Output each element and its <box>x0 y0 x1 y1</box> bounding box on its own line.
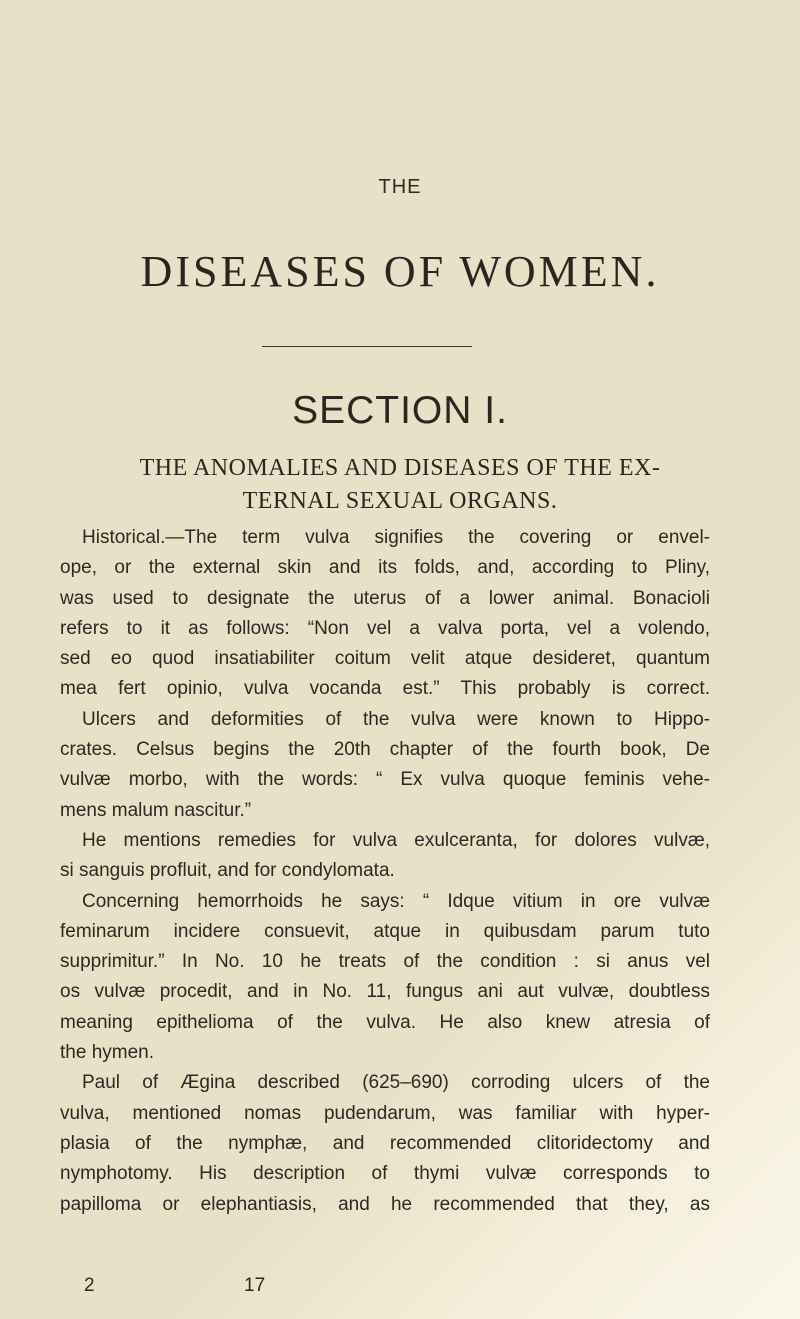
body-line: os vulvæ procedit, and in No. 11, fungus ani aut vulvæ, doubtless <box>60 981 710 1003</box>
body-line: refers to it as follows: “Non vel a valva porta, vel a volendo, <box>60 617 710 639</box>
body-line: vulvæ morbo, with the words: “ Ex vulva quoque feminis vehe- <box>60 769 710 791</box>
body-line: Ulcers and deformities of the vulva were known to Hippo- <box>82 708 710 730</box>
body-line: vulva, mentioned nomas pudendarum, was familiar with hyper- <box>60 1102 710 1124</box>
title-divider <box>262 346 472 347</box>
body-line: Concerning hemorrhoids he says: “ Idque vitium in ore vulvæ <box>82 890 710 912</box>
body-line: ope, or the external skin and its folds, and, according to Pliny, <box>60 557 710 579</box>
signature-mark-right: 17 <box>244 1275 266 1296</box>
page-title: DISEASES OF WOMEN. <box>140 247 660 296</box>
signature-mark-left: 2 <box>84 1275 95 1296</box>
body-line: the hymen. <box>60 1042 154 1064</box>
body-line: sed eo quod insatiabiliter coitum velit atque desideret, quantum <box>60 648 710 670</box>
subtitle-line: TERNAL SEXUAL ORGANS. <box>242 488 558 514</box>
body-line: was used to designate the uterus of a lower animal. Bonacioli <box>60 587 710 609</box>
body-line: crates. Celsus begins the 20th chapter of the fourth book, De <box>60 739 710 761</box>
header-word: THE <box>378 176 422 198</box>
body-line: Historical.—The term vulva signifies the covering or envel- <box>82 527 710 548</box>
subtitle-line: THE ANOMALIES AND DISEASES OF THE EX- <box>139 455 661 481</box>
body-line: Paul of Ægina described (625–690) corroding ulcers of the <box>82 1072 710 1094</box>
body-text <box>60 523 710 1220</box>
body-line: supprimitur.” In No. 10 he treats of the condition : si anus vel <box>60 951 710 973</box>
body-line: mea fert opinio, vulva vocanda est.” This probably is correct. <box>60 678 710 700</box>
section-heading: SECTION I. <box>292 389 508 432</box>
section-subtitle <box>110 452 690 518</box>
body-line: He mentions remedies for vulva exulceranta, for dolores vulvæ, <box>82 829 710 851</box>
body-line: mens malum nascitur.” <box>60 799 252 821</box>
body-line: feminarum incidere consuevit, atque in quibusdam parum tuto <box>60 920 710 942</box>
body-line: nymphotomy. His description of thymi vulvæ corresponds to <box>60 1163 710 1185</box>
body-line: si sanguis profluit, and for condylomata. <box>60 860 395 882</box>
body-line: plasia of the nymphæ, and recommended clitoridectomy and <box>60 1132 710 1154</box>
body-line: papilloma or elephantiasis, and he recommended that they, as <box>60 1193 710 1215</box>
body-line: meaning epithelioma of the vulva. He also knew atresia of <box>60 1011 710 1033</box>
